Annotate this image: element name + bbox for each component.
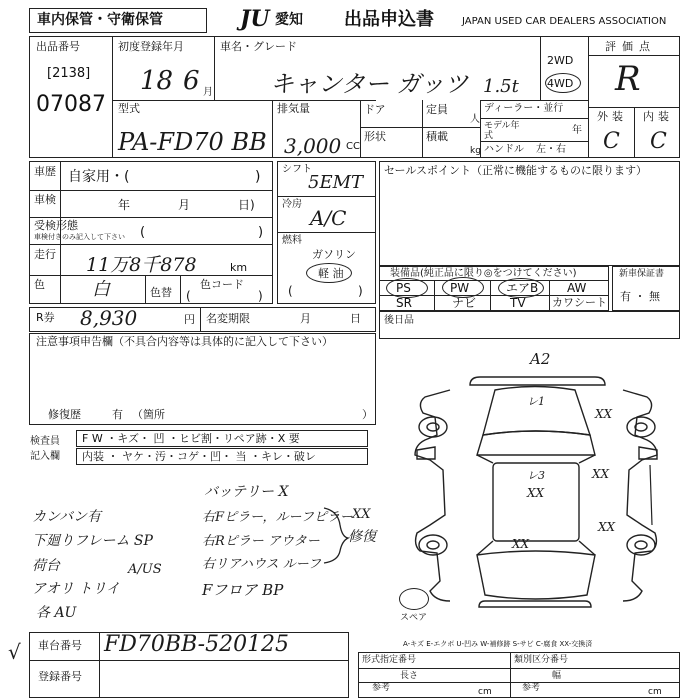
chassis-label: 車台番号 [38, 639, 82, 652]
notes-label: 注意事項申告欄（不具合内容等は具体的に記入して下さい） [36, 335, 333, 348]
note-frame: 下廻りフレーム SP [32, 533, 153, 549]
form-title: 出品申込書 [344, 9, 434, 30]
inspection-label: 車検 [34, 193, 56, 206]
rear-box [379, 311, 680, 339]
acceptance-label: 受検形態 [34, 219, 78, 232]
ac-value: A/C [310, 206, 347, 230]
handwritten-brace [320, 505, 350, 565]
load-label: 積載 [426, 130, 448, 143]
model-label: 型式 [118, 102, 140, 115]
acceptance-note: 車検付きのみ記入して下さい [34, 233, 125, 241]
diagram-a2: A2 [530, 350, 551, 368]
mark-xx-2: XX [527, 486, 545, 500]
drive-4wd-circle [545, 73, 581, 93]
equip-navi: ナビ [452, 296, 477, 310]
name-change-day: 日 [350, 312, 361, 325]
repair-label: 修復歴 [48, 408, 81, 421]
note-pillar: 右Fピラー，ルーフピラー [202, 510, 353, 525]
fuel-gasoline: ガソリン [312, 248, 356, 261]
spec-class-label: 類別区分番号 [514, 655, 569, 665]
cc-unit: CC [346, 141, 360, 152]
ac-label: 冷房 [282, 199, 302, 210]
reg-number-label: 登録番号 [38, 670, 82, 683]
note-xx: XX [352, 507, 371, 522]
warranty-options: 有 ・ 無 [620, 290, 660, 303]
inspector-interior: 内装 ・ ヤケ・汚・コゲ・凹・ 当 ・キレ・破レ [82, 450, 316, 463]
lot-bracket: [2138] [47, 66, 91, 81]
equip-sr: SR [396, 296, 412, 310]
recycle-value: 8,930 [80, 306, 138, 330]
fuel-close: ) [358, 284, 363, 298]
inspection-year: 年 [118, 198, 131, 212]
mileage-label: 走行 [34, 248, 56, 261]
equip-pw: PW [450, 281, 470, 295]
spare-tire [399, 588, 429, 610]
repair-place: （箇所 [132, 408, 165, 421]
spec-width: 幅 [552, 671, 562, 681]
name-change-month: 月 [300, 312, 311, 325]
displacement-value: 3,000 [284, 134, 342, 158]
rating-label: 評価点 [605, 40, 656, 53]
association-name: JAPAN USED CAR DEALERS ASSOCIATION [462, 16, 667, 27]
equip-tv: TV [510, 296, 526, 310]
shift-value: 5EMT [308, 172, 364, 193]
displacement-label: 排気量 [277, 102, 310, 115]
exterior-label: 外装 [597, 110, 627, 123]
spec-length: 長さ [400, 671, 419, 681]
spec-type-label: 形式指定番号 [362, 655, 417, 665]
note-bed: 荷台 [32, 558, 60, 574]
spec-ref-1: 参考 [372, 683, 391, 693]
inspection-month: 月 [178, 198, 191, 212]
equip-aw: AW [567, 281, 587, 295]
exterior-grade: C [603, 129, 620, 154]
model-year-unit: 年 [572, 125, 582, 136]
note-aus: A/US [128, 562, 162, 577]
history-close: ) [255, 169, 261, 185]
registration-label: 初度登録年月 [118, 40, 184, 53]
recycle-yen: 円 [184, 313, 195, 326]
lot-number: 07087 [36, 92, 106, 117]
equip-pw-circle [442, 277, 484, 298]
mileage-unit: km [230, 261, 248, 274]
spec-cm-1: cm [478, 687, 492, 697]
note-outer: 右Rピラー アウター [202, 534, 320, 549]
mark-xx-3: XX [592, 467, 610, 481]
repair-value: 有 [112, 408, 123, 421]
logo-text: 愛知 [275, 12, 303, 28]
acceptance-close: ) [258, 225, 264, 240]
kg-unit: kg [470, 146, 481, 156]
mark-xx-1: XX [595, 407, 613, 421]
registration-month-unit: 月 [203, 87, 213, 98]
spec-cm-2: cm [648, 687, 662, 697]
chassis-value: FD70BB-520125 [104, 632, 290, 657]
car-name-label: 車名・グレード [220, 40, 297, 53]
storage-label: 車内保管・守衛保管 [37, 12, 163, 28]
equip-ps-circle [386, 278, 428, 298]
mileage-value: 11万8千878 [86, 254, 197, 276]
mark-re1: レ1 [527, 395, 545, 408]
note-repaired: 修復 [348, 529, 376, 545]
color-value: 白 [92, 279, 110, 300]
history-value: 自家用・( [68, 169, 130, 185]
color-change-label: 色替 [150, 286, 172, 299]
name-change-label: 名変期限 [206, 312, 250, 325]
equipment-label: 装備品(純正品に限り◎をつけてください) [390, 268, 577, 279]
rear-label: 後日品 [384, 315, 414, 326]
spare-label: スペア [400, 613, 428, 623]
note-battery: バッテリー X [204, 484, 289, 500]
shape-label: 形状 [364, 130, 386, 143]
rating-value: R [615, 59, 641, 99]
car-tonnage: 1.5t [483, 76, 519, 97]
color-code-label: 色コード [200, 278, 244, 291]
inspector-exterior: F W ・キズ・ 凹 ・ヒビ割・リペア跡・X 要 [82, 432, 300, 445]
note-house: 右リアハウス ルーフ [202, 557, 322, 572]
note-floor: Fフロア BP [202, 581, 284, 599]
fuel-open: ( [288, 284, 293, 298]
ju-logo: JU [240, 6, 270, 32]
car-name: キャンター ガッツ [270, 70, 469, 98]
warranty-label: 新車保証書 [619, 269, 665, 279]
recycle-label: R券 [36, 311, 55, 324]
shift-label: シフト [282, 164, 312, 175]
model-value: PA-FD70 BB [118, 128, 267, 156]
mark-xx-4: XX [598, 520, 616, 534]
interior-label: 内装 [643, 110, 673, 123]
lot-label: 出品番号 [36, 40, 80, 53]
inspection-day: 日) [238, 198, 255, 212]
damage-legend: A-キズ E-エクボ U-凹み W-補修跡 S-サビ C-腐食 XX-交換済 [403, 640, 593, 648]
drive-2wd: 2WD [547, 54, 574, 67]
repair-close: ） [362, 408, 373, 421]
color-label: 色 [34, 278, 45, 291]
persons-unit: 人 [470, 114, 480, 125]
registration-month: 6 [183, 66, 200, 96]
equip-leather-seat: カワシート [552, 296, 607, 309]
model-year-label: モデル年式 [484, 121, 520, 141]
equip-airbag-circle [498, 278, 544, 298]
fuel-diesel-circle [306, 263, 352, 283]
registration-year: 18 [140, 66, 174, 96]
capacity-label: 定員 [426, 103, 448, 116]
history-label: 車歴 [34, 165, 56, 178]
color-code-open: ( [186, 289, 191, 303]
drive-4wd: 4WD [547, 77, 574, 90]
sales-point-label: セールスポイント（正常に機能するものに限ります） [384, 164, 648, 177]
inspector-label: 検査員記入欄 [30, 436, 60, 462]
note-signboard: カンバン有 [32, 509, 102, 525]
fuel-label: 燃料 [282, 235, 302, 246]
mark-re3: レ3 [527, 469, 545, 482]
equip-ps: PS [396, 281, 411, 295]
handle-label: ハンドル [484, 144, 524, 155]
interior-grade: C [650, 129, 667, 154]
doors-label: ドア [364, 103, 386, 116]
footer-check-mark: √ [8, 640, 21, 664]
spec-ref-2: 参考 [522, 683, 541, 693]
fuel-diesel: 軽 油 [318, 267, 344, 280]
dealer-label: ディーラー・並行 [484, 103, 564, 114]
note-each-au: 各 AU [36, 605, 77, 621]
note-gate: アオリ トリイ [32, 581, 120, 597]
handle-options: 左・右 [536, 144, 566, 155]
mark-xx-5: XX [512, 537, 530, 551]
color-code-close: ) [258, 289, 263, 303]
equip-airbag: エアB [506, 281, 539, 295]
acceptance-open: ( [140, 225, 146, 240]
